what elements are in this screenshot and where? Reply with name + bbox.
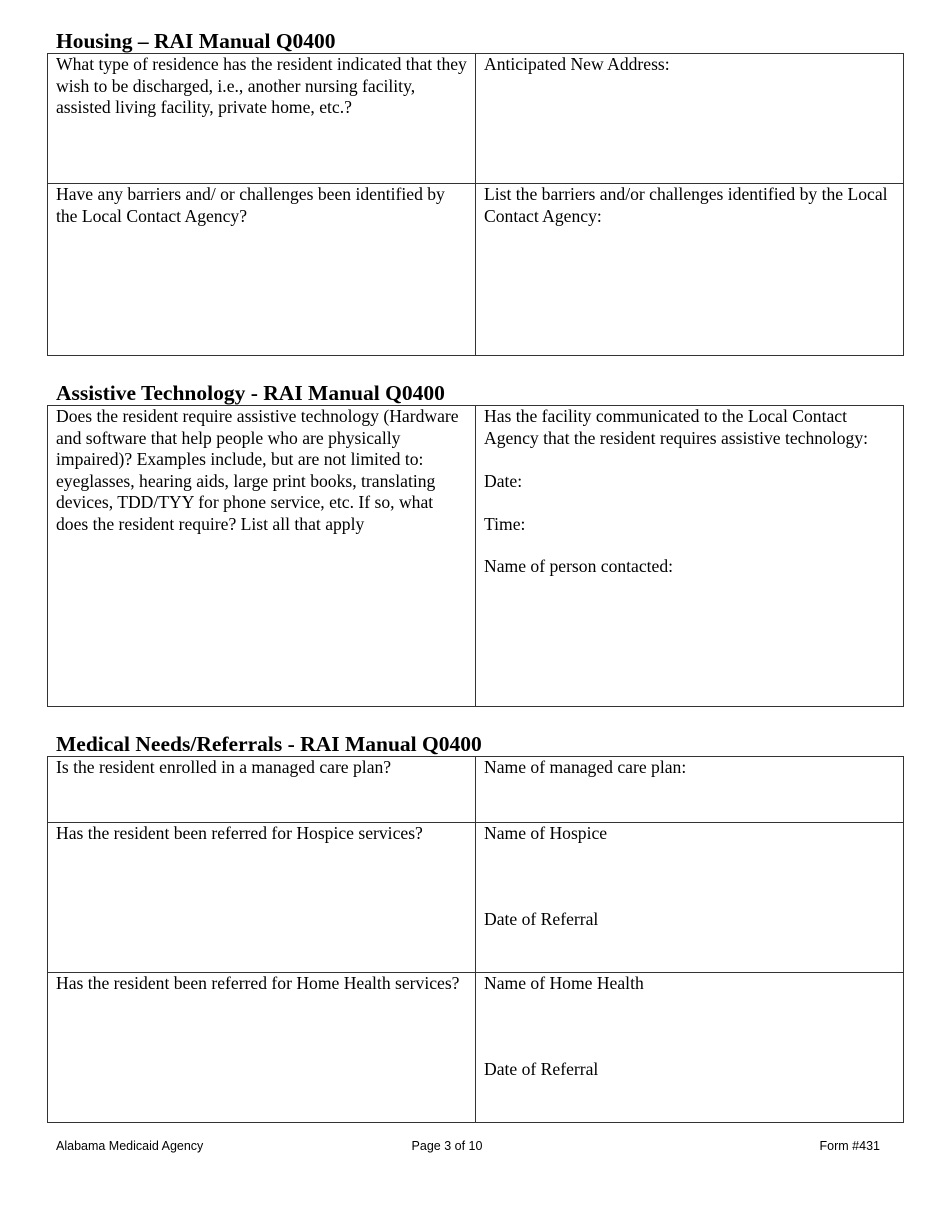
- anticipated-address-field[interactable]: Anticipated New Address:: [476, 54, 904, 184]
- footer-form-number: Form #431: [819, 1139, 880, 1153]
- assistive-row: [48, 406, 904, 707]
- barriers-question: Have any barriers and/ or challenges been identified by the Local Contact Agency?: [48, 184, 476, 356]
- managed-care-plan-field[interactable]: Name of managed care plan:: [476, 757, 904, 823]
- hospice-name-label: Name of Hospice: [484, 823, 608, 843]
- person-contacted-label: Name of person contacted:: [484, 556, 674, 576]
- time-label: Time:: [484, 513, 526, 534]
- hospice-referral-date-label: Date of Referral: [484, 908, 599, 929]
- home-health-question: Has the resident been referred for Home Health services?: [48, 973, 476, 1123]
- home-health-cell[interactable]: [476, 973, 904, 1123]
- medical-table: [47, 756, 904, 1123]
- residence-type-question: What type of residence has the resident indicated that they wish to be discharged, i.e., another nursing facility, assisted living facility, private home, etc.?: [48, 54, 476, 184]
- assistive-contact-cell[interactable]: [476, 406, 904, 707]
- housing-row-barriers: [48, 184, 904, 356]
- managed-care-question: Is the resident enrolled in a managed care plan?: [48, 757, 476, 823]
- medical-row-home-health: [48, 973, 904, 1123]
- barriers-list-field[interactable]: List the barriers and/or challenges identified by the Local Contact Agency:: [476, 184, 904, 356]
- assistive-section-title: Assistive Technology - RAI Manual Q0400: [56, 381, 445, 405]
- home-health-name-label: Name of Home Health: [484, 973, 644, 993]
- home-health-referral-date-label: Date of Referral: [484, 1058, 599, 1079]
- hospice-question: Has the resident been referred for Hospice services?: [48, 823, 476, 973]
- housing-row-residence: [48, 54, 904, 184]
- assistive-tech-question: Does the resident require assistive technology (Hardware and software that help people who are physically impaired)? Examples include, but are not limited to: eyeglasses, hearing aids, large print books, translating devices, TDD/TYY for phone service, etc. If so, what does the resident require? List all that apply: [48, 406, 476, 707]
- housing-table: [47, 53, 904, 356]
- housing-section-title: Housing – RAI Manual Q0400: [56, 29, 336, 53]
- hospice-cell[interactable]: [476, 823, 904, 973]
- date-label: Date:: [484, 471, 523, 491]
- facility-communicated-question: Has the facility communicated to the Local Contact Agency that the resident requires assistive technology:: [484, 406, 869, 448]
- footer-page-number: Page 3 of 10: [411, 1139, 483, 1153]
- medical-row-hospice: [48, 823, 904, 973]
- assistive-table: [47, 405, 904, 707]
- medical-row-managed-care: [48, 757, 904, 823]
- medical-section-title: Medical Needs/Referrals - RAI Manual Q0400: [56, 732, 482, 756]
- footer-agency: Alabama Medicaid Agency: [56, 1139, 204, 1153]
